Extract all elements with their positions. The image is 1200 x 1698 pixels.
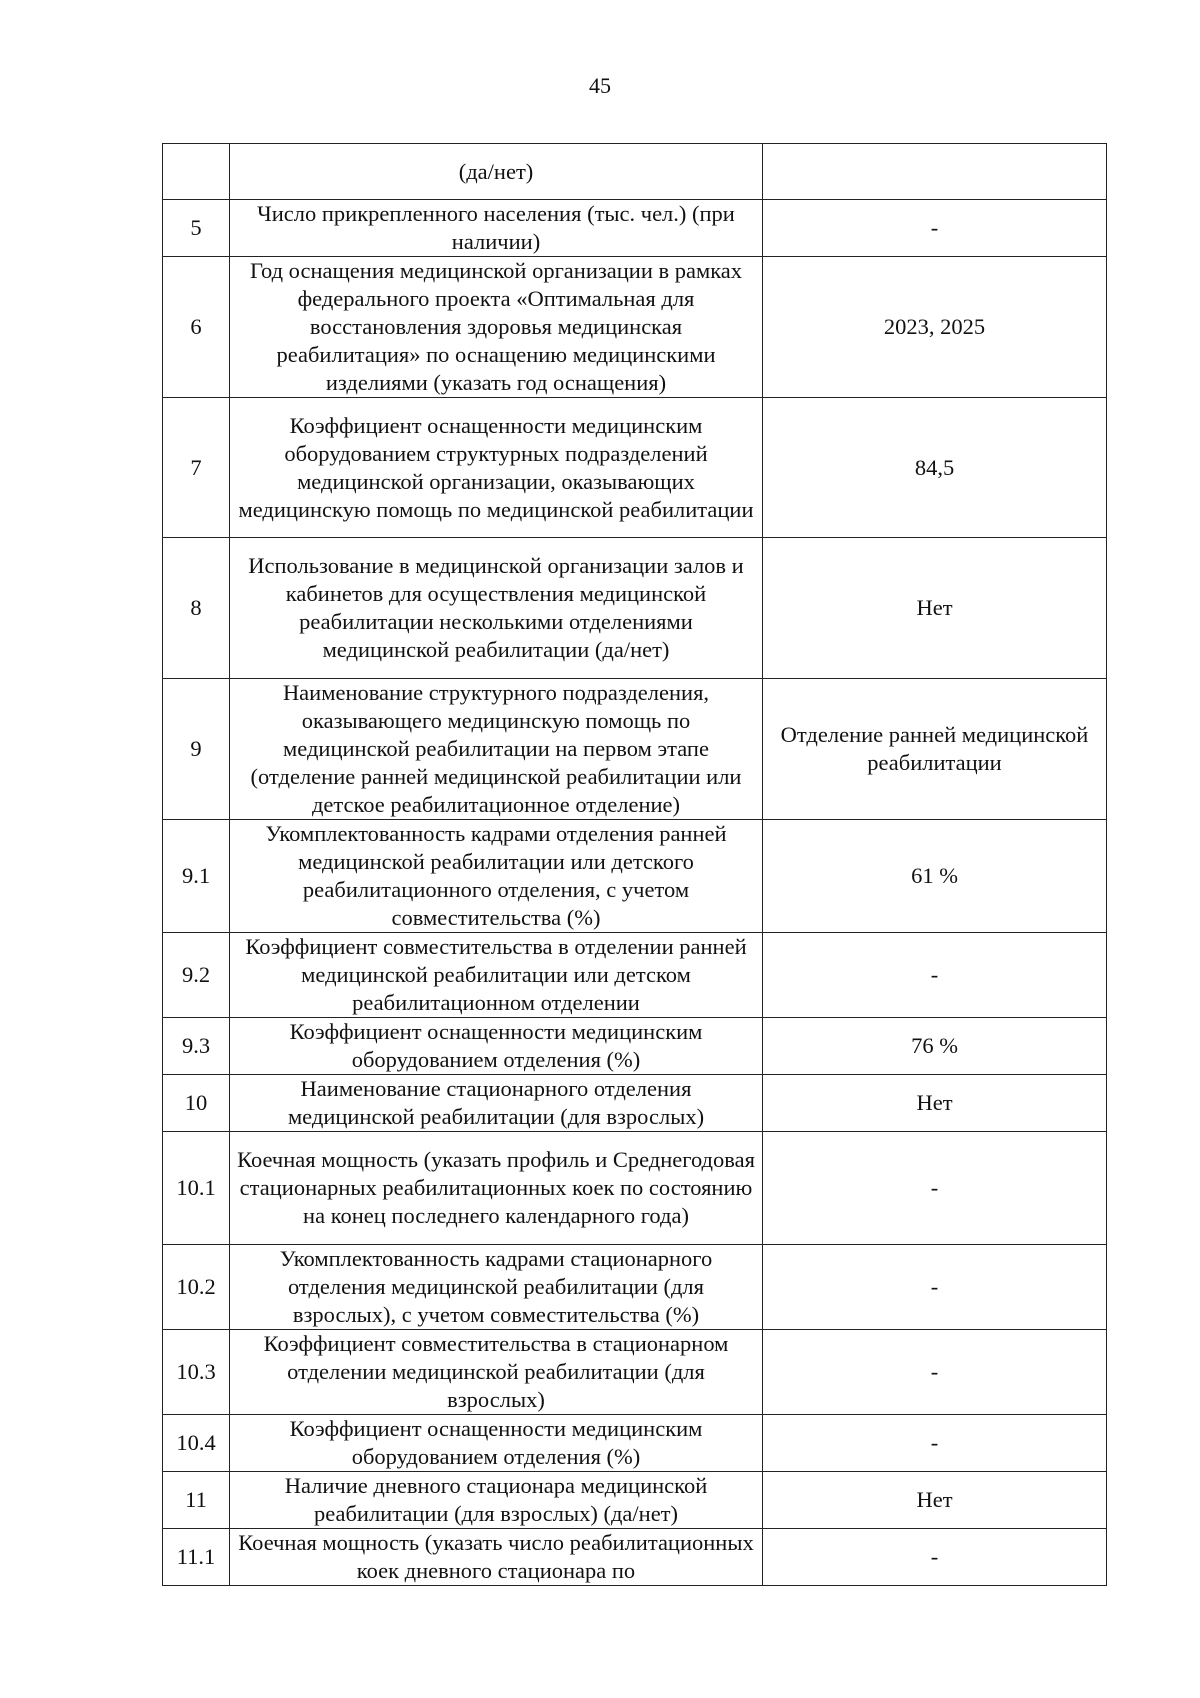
row-name-cell: Коечная мощность (указать число реабилитационных коек дневного стационара по — [230, 1529, 763, 1586]
row-number-cell: 10.1 — [163, 1132, 230, 1245]
row-number-cell: 9.3 — [163, 1018, 230, 1075]
row-number-cell: 10.4 — [163, 1415, 230, 1472]
row-number-cell — [163, 144, 230, 200]
table-row — [163, 1330, 1107, 1415]
row-number-cell: 9.1 — [163, 820, 230, 933]
row-value-cell: Отделение ранней медицинской реабилитации — [763, 679, 1107, 820]
table-row — [163, 820, 1107, 933]
page-number: 45 — [589, 73, 611, 98]
row-name-cell: Укомплектованность кадрами отделения ранней медицинской реабилитации или детского реабилитационного отделения, с учетом совместительства (%) — [230, 820, 763, 933]
row-value-cell: - — [763, 933, 1107, 1018]
table-row — [163, 1245, 1107, 1330]
row-name-cell: Коечная мощность (указать профиль и Среднегодовая стационарных реабилитационных коек по состоянию на конец последнего календарного года) — [230, 1132, 763, 1245]
row-name-cell: Наличие дневного стационара медицинской реабилитации (для взрослых) (да/нет) — [230, 1472, 763, 1529]
row-value-cell: - — [763, 1529, 1107, 1586]
row-name-cell: Наименование структурного подразделения, оказывающего медицинскую помощь по медицинской реабилитации на первом этапе (отделение ранней медицинской реабилитации или детское реабилитационное отделение) — [230, 679, 763, 820]
row-value-cell: 76 % — [763, 1018, 1107, 1075]
row-value-cell: - — [763, 200, 1107, 257]
row-value-cell: 84,5 — [763, 398, 1107, 538]
row-name-cell: Коэффициент оснащенности медицинским оборудованием структурных подразделений медицинской организации, оказывающих медицинскую помощь по медицинской реабилитации — [230, 398, 763, 538]
row-name-cell: Год оснащения медицинской организации в рамках федерального проекта «Оптимальная для восстановления здоровья медицинская реабилитация» по оснащению медицинскими изделиями (указать год оснащения) — [230, 257, 763, 398]
table-row — [163, 679, 1107, 820]
table-row — [163, 1472, 1107, 1529]
table-row — [163, 144, 1107, 200]
row-name-cell: Коэффициент совместительства в отделении ранней медицинской реабилитации или детском реабилитационном отделении — [230, 933, 763, 1018]
row-value-cell: - — [763, 1132, 1107, 1245]
row-value-cell: - — [763, 1415, 1107, 1472]
table-row — [163, 1075, 1107, 1132]
row-number-cell: 9.2 — [163, 933, 230, 1018]
row-name-cell: Коэффициент оснащенности медицинским оборудованием отделения (%) — [230, 1018, 763, 1075]
row-value-cell: 61 % — [763, 820, 1107, 933]
row-name-cell: (да/нет) — [230, 144, 763, 200]
row-name-cell: Укомплектованность кадрами стационарного отделения медицинской реабилитации (для взрослых), с учетом совместительства (%) — [230, 1245, 763, 1330]
indicators-table — [162, 143, 1107, 1586]
table-row — [163, 933, 1107, 1018]
row-number-cell: 6 — [163, 257, 230, 398]
row-name-cell: Использование в медицинской организации залов и кабинетов для осуществления медицинской реабилитации несколькими отделениями медицинской реабилитации (да/нет) — [230, 538, 763, 679]
row-name-cell: Коэффициент оснащенности медицинским оборудованием отделения (%) — [230, 1415, 763, 1472]
table-row — [163, 1529, 1107, 1586]
row-value-cell: 2023, 2025 — [763, 257, 1107, 398]
table-row — [163, 200, 1107, 257]
row-number-cell: 10.2 — [163, 1245, 230, 1330]
row-name-cell: Число прикрепленного населения (тыс. чел.) (при наличии) — [230, 200, 763, 257]
row-value-cell: - — [763, 1245, 1107, 1330]
row-value-cell: Нет — [763, 538, 1107, 679]
row-number-cell: 8 — [163, 538, 230, 679]
row-number-cell: 9 — [163, 679, 230, 820]
row-number-cell: 5 — [163, 200, 230, 257]
table-row — [163, 257, 1107, 398]
row-number-cell: 10 — [163, 1075, 230, 1132]
table-row — [163, 538, 1107, 679]
row-value-cell: - — [763, 1330, 1107, 1415]
table-row — [163, 1132, 1107, 1245]
row-number-cell: 11 — [163, 1472, 230, 1529]
row-number-cell: 10.3 — [163, 1330, 230, 1415]
table-row — [163, 1018, 1107, 1075]
row-number-cell: 7 — [163, 398, 230, 538]
table-row — [163, 1415, 1107, 1472]
row-name-cell: Наименование стационарного отделения медицинской реабилитации (для взрослых) — [230, 1075, 763, 1132]
row-value-cell — [763, 144, 1107, 200]
row-value-cell: Нет — [763, 1075, 1107, 1132]
row-name-cell: Коэффициент совместительства в стационарном отделении медицинской реабилитации (для взрослых) — [230, 1330, 763, 1415]
row-value-cell: Нет — [763, 1472, 1107, 1529]
row-number-cell: 11.1 — [163, 1529, 230, 1586]
table-row — [163, 398, 1107, 538]
